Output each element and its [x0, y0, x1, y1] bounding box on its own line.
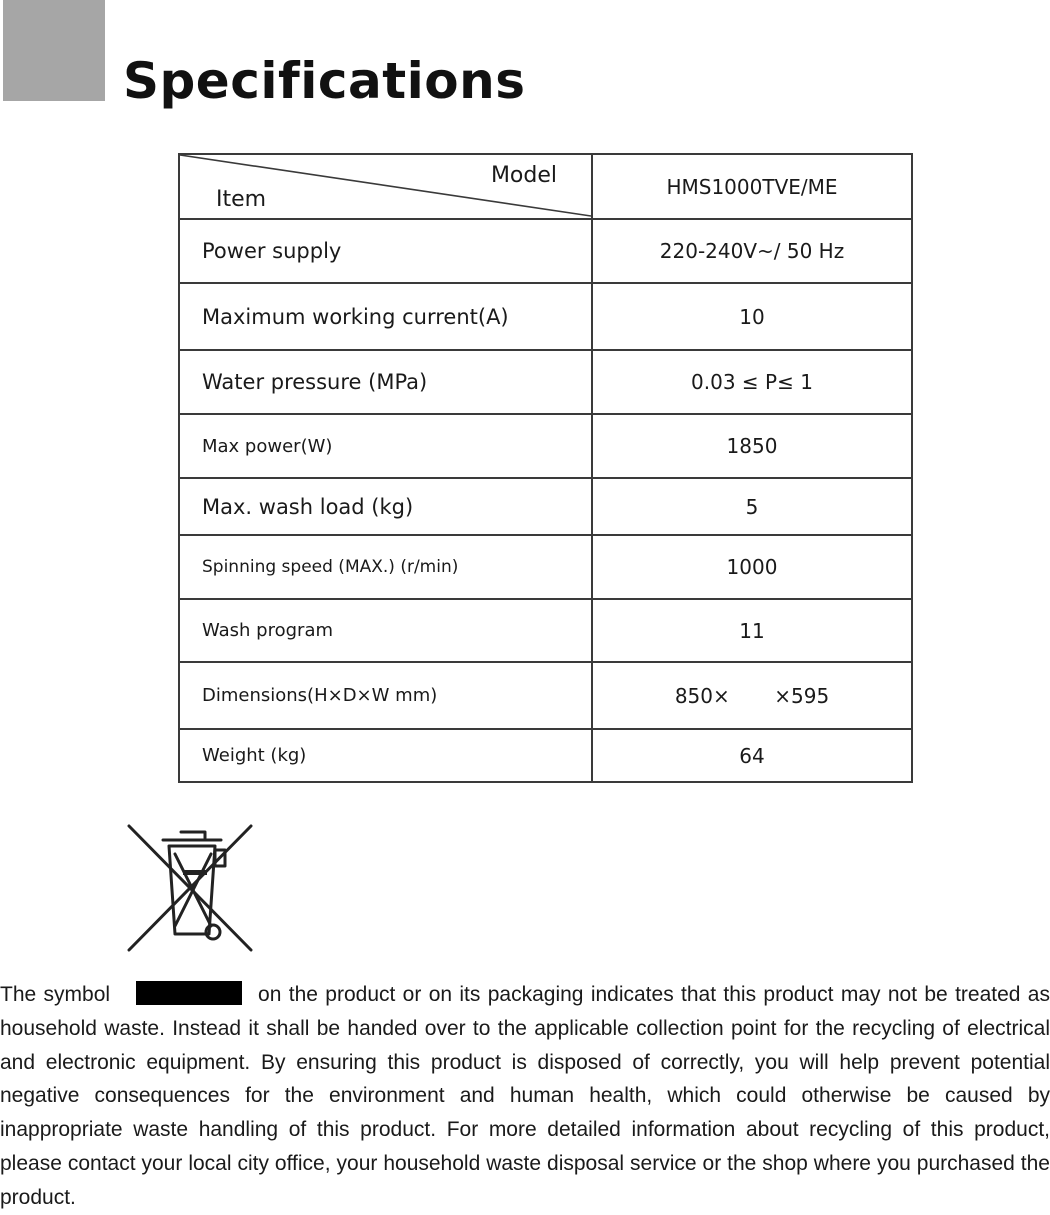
- section-marker: [3, 0, 105, 101]
- table-row: [179, 283, 912, 350]
- table-row: [179, 414, 912, 478]
- symbol-placeholder-bar: [136, 981, 242, 1005]
- row-value: 0.03 ≤ P≤ 1: [592, 350, 912, 414]
- crossed-out-wheelie-bin-icon: [123, 822, 255, 954]
- row-label: Dimensions(H×D×W mm): [179, 662, 592, 729]
- notice-text-rest: on the product or on its packaging indicates that this product may not be treated as household waste. Instead it shall be handed over to the applicable collection point for the recycling of electrical and electronic equipment. By ensuring this product is disposed of correctly, you will help prevent potential negative consequences for the environment and human health, which could otherwise be caused by inappropriate waste handling of this product. For more detailed information about recycling of this product, please contact your local city office, your household waste disposal service or the shop where you purchased the product.: [0, 983, 1050, 1209]
- row-label: Spinning speed (MAX.) (r/min): [179, 535, 592, 599]
- row-label: Max power(W): [179, 414, 592, 478]
- table-row: [179, 729, 912, 782]
- table-row: [179, 219, 912, 283]
- row-value: 1000: [592, 535, 912, 599]
- page-title: Specifications: [123, 52, 526, 110]
- table-header-row: [179, 154, 912, 219]
- row-value: 1850: [592, 414, 912, 478]
- row-value: 850× ×595: [592, 662, 912, 729]
- row-value: 5: [592, 478, 912, 535]
- table-row: [179, 478, 912, 535]
- table-row: [179, 535, 912, 599]
- header-model: Model: [490, 163, 557, 188]
- header-item: Item: [216, 187, 267, 212]
- row-label: Maximum working current(A): [179, 283, 592, 350]
- table-row: [179, 662, 912, 729]
- row-label: Water pressure (MPa): [179, 350, 592, 414]
- diagonal-header-cell: [179, 154, 592, 219]
- row-value: 220-240V~/ 50 Hz: [592, 219, 912, 283]
- table-row: [179, 599, 912, 662]
- row-value: 10: [592, 283, 912, 350]
- row-label: Max. wash load (kg): [179, 478, 592, 535]
- notice-text-start: The symbol: [0, 983, 111, 1006]
- row-value: 11: [592, 599, 912, 662]
- weee-disposal-notice: [0, 978, 1050, 1215]
- specifications-table: [178, 153, 913, 783]
- row-label: Power supply: [179, 219, 592, 283]
- model-name: HMS1000TVE/ME: [592, 154, 912, 219]
- table-row: [179, 350, 912, 414]
- row-label: Weight (kg): [179, 729, 592, 782]
- row-value: 64: [592, 729, 912, 782]
- row-label: Wash program: [179, 599, 592, 662]
